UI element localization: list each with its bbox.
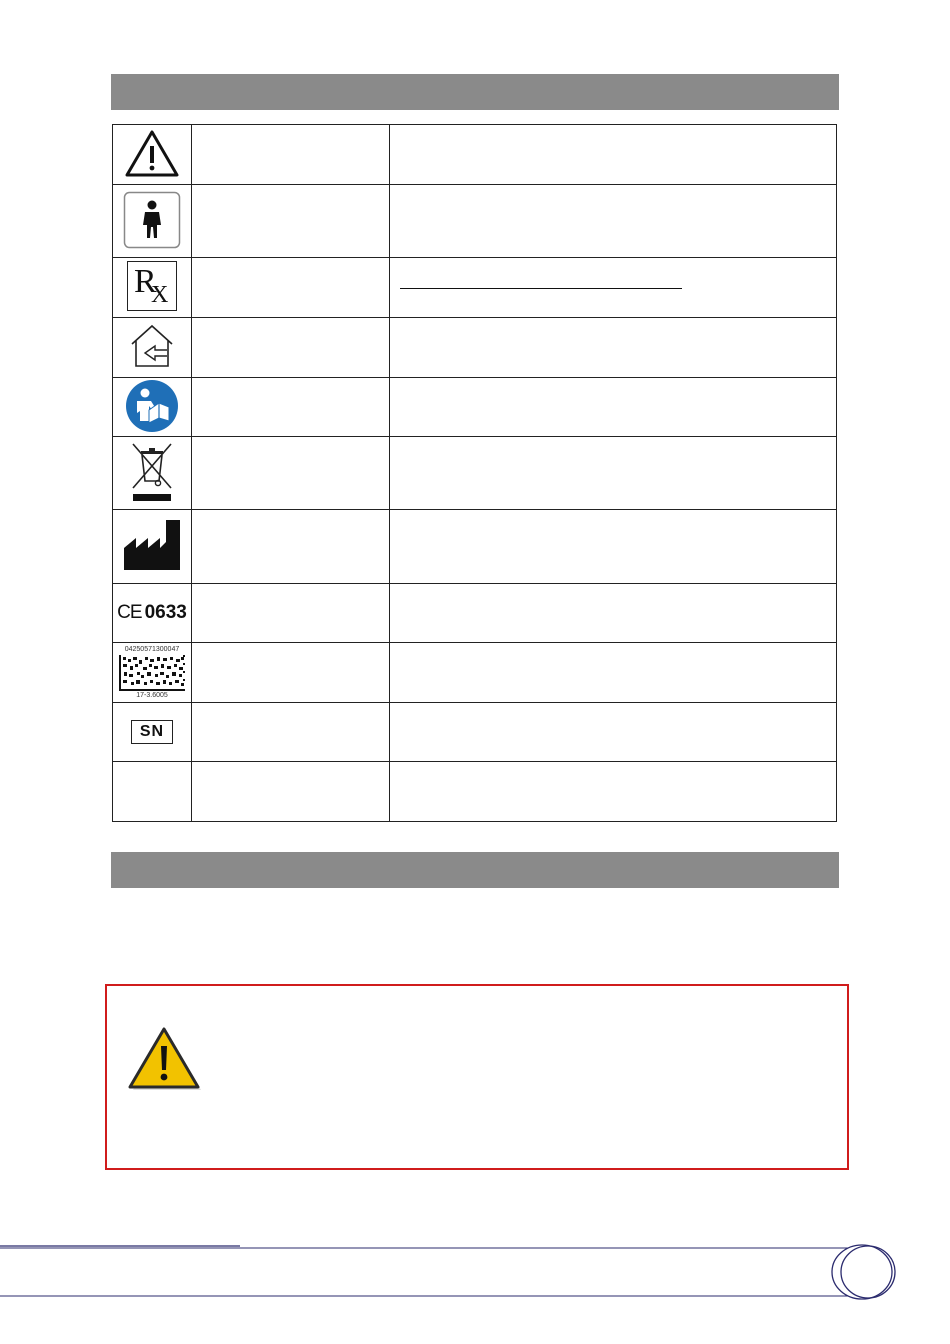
section-header-bar <box>111 74 839 110</box>
symbol-cell <box>113 185 192 258</box>
symbol-description <box>390 258 837 318</box>
symbol-name <box>192 318 390 378</box>
table-row <box>113 378 837 437</box>
symbol-description <box>390 318 837 378</box>
rx-subscript: X <box>151 282 169 308</box>
symbol-name <box>192 643 390 703</box>
symbol-cell <box>113 378 192 437</box>
rx-prescription-icon <box>127 261 177 311</box>
symbol-description <box>390 185 837 258</box>
symbol-description <box>390 125 837 185</box>
warning-triangle-icon <box>124 128 180 178</box>
udi-barcode-icon <box>118 646 186 700</box>
serial-number-icon <box>131 720 173 744</box>
table-row <box>113 643 837 703</box>
ce-letters: CE <box>117 602 142 623</box>
type-b-applied-part-icon <box>123 191 181 249</box>
table-row <box>113 703 837 762</box>
table-row <box>113 125 837 185</box>
symbols-table <box>112 124 837 822</box>
barcode-bottom-number: 17-3.6005 <box>136 691 168 699</box>
symbol-cell <box>113 762 192 822</box>
symbol-name <box>192 258 390 318</box>
symbol-cell <box>113 584 192 643</box>
table-row <box>113 258 837 318</box>
symbol-cell <box>113 258 192 318</box>
symbol-name <box>192 185 390 258</box>
symbol-name <box>192 762 390 822</box>
symbol-cell <box>113 318 192 378</box>
sn-label: SN <box>139 723 165 740</box>
barcode-top-number: 04250571300047 <box>124 645 180 653</box>
ce-mark-icon <box>117 602 187 624</box>
symbol-name <box>192 584 390 643</box>
datamatrix-pattern <box>119 655 185 691</box>
symbol-description <box>390 762 837 822</box>
symbol-name <box>192 437 390 510</box>
symbol-cell <box>113 125 192 185</box>
table-row <box>113 584 837 643</box>
symbol-cell <box>113 437 192 510</box>
table-row <box>113 510 837 584</box>
table-row <box>113 762 837 822</box>
symbol-cell <box>113 643 192 703</box>
section-header-bar <box>111 852 839 888</box>
rx-letter: R <box>134 263 157 300</box>
symbol-description <box>390 584 837 643</box>
symbol-description <box>390 643 837 703</box>
symbol-cell <box>113 703 192 762</box>
symbol-name <box>192 378 390 437</box>
weee-disposal-icon <box>127 441 177 503</box>
symbol-name <box>192 510 390 584</box>
indoor-use-icon <box>127 322 177 370</box>
table-row <box>113 437 837 510</box>
table-row <box>113 185 837 258</box>
symbol-cell <box>113 510 192 584</box>
symbol-name <box>192 125 390 185</box>
underline-rule <box>400 288 682 289</box>
notified-body-number: 0633 <box>144 602 187 623</box>
caution-box <box>105 984 849 1170</box>
page-footer <box>0 1236 950 1316</box>
symbol-description <box>390 437 837 510</box>
table-row <box>113 318 837 378</box>
manufacturer-icon <box>122 518 182 572</box>
symbol-name <box>192 703 390 762</box>
read-manual-icon <box>125 379 179 433</box>
caution-triangle-icon <box>127 1026 203 1094</box>
symbol-description <box>390 378 837 437</box>
symbol-description <box>390 510 837 584</box>
symbol-description <box>390 703 837 762</box>
